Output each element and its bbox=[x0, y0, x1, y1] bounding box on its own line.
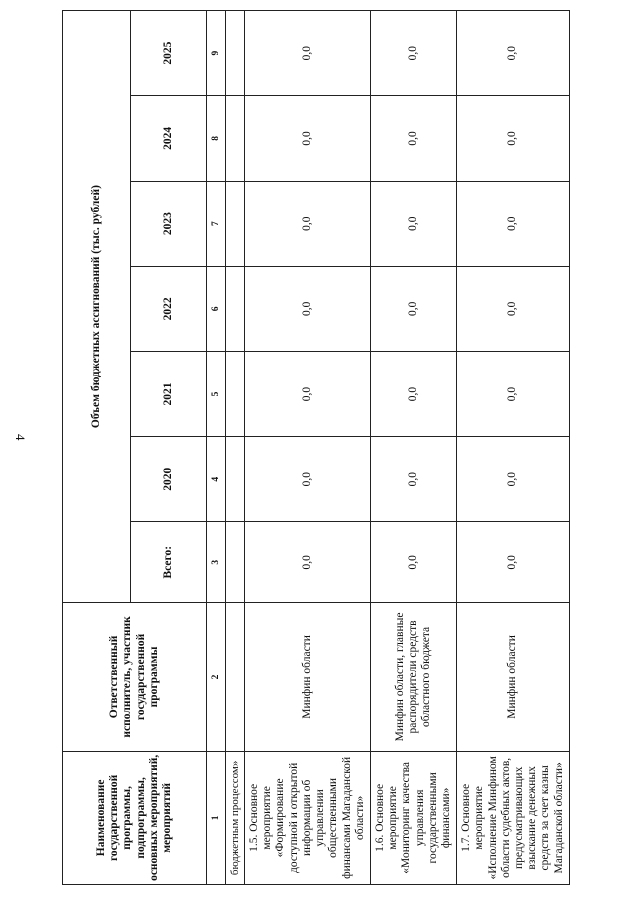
column-number: 4 bbox=[207, 437, 226, 522]
row-executor: Минфин области, главные распорядители средств областного бюджета bbox=[371, 603, 457, 752]
column-number: 5 bbox=[207, 351, 226, 436]
column-number: 6 bbox=[207, 266, 226, 351]
value-cell: 0,0 bbox=[457, 522, 570, 603]
value-cell: 0,0 bbox=[457, 11, 570, 96]
header-year: 2022 bbox=[131, 266, 207, 351]
value-cell: 0,0 bbox=[245, 351, 371, 436]
value-cell: 0,0 bbox=[245, 11, 371, 96]
row-executor: Минфин области bbox=[457, 603, 570, 752]
value-cell: 0,0 bbox=[457, 181, 570, 266]
column-number: 1 bbox=[207, 751, 226, 884]
column-number-row bbox=[207, 11, 226, 885]
value-cell: 0,0 bbox=[371, 351, 457, 436]
row-name: 1.5. Основное мероприятие «Формирование доступной и открытой информации об управлении общественными финансами Магаданской области» bbox=[245, 751, 371, 884]
value-cell: 0,0 bbox=[371, 96, 457, 181]
header-name: Наименование государственной программы, подпрограммы, основных мероприятий, мероприятий bbox=[63, 751, 207, 884]
continuation-row bbox=[226, 11, 245, 885]
page-number: 4 bbox=[13, 434, 28, 441]
value-cell: 0,0 bbox=[457, 437, 570, 522]
column-number: 9 bbox=[207, 11, 226, 96]
value-cell: 0,0 bbox=[245, 437, 371, 522]
budget-table-container bbox=[62, 10, 565, 885]
column-number: 2 bbox=[207, 603, 226, 752]
column-number: 7 bbox=[207, 181, 226, 266]
row-name: 1.6. Основное мероприятие «Мониторинг качества управления государственными финансами» bbox=[371, 751, 457, 884]
value-cell: 0,0 bbox=[245, 266, 371, 351]
value-cell: 0,0 bbox=[457, 266, 570, 351]
value-cell: 0,0 bbox=[245, 181, 371, 266]
table-row bbox=[371, 11, 457, 885]
value-cell: 0,0 bbox=[371, 266, 457, 351]
row-name: 1.7. Основное мероприятие «Исполнение Минфином области судебных актов, предусматривающих взыскание денежных средств за счет казны Магаданской области» bbox=[457, 751, 570, 884]
header-total: Всего: bbox=[131, 522, 207, 603]
value-cell: 0,0 bbox=[371, 437, 457, 522]
column-number: 3 bbox=[207, 522, 226, 603]
value-cell: 0,0 bbox=[371, 522, 457, 603]
value-cell: 0,0 bbox=[371, 181, 457, 266]
header-executor: Ответственный исполнитель, участник государственной программы bbox=[63, 603, 207, 752]
row-executor: Минфин области bbox=[245, 603, 371, 752]
header-year: 2020 bbox=[131, 437, 207, 522]
header-year: 2021 bbox=[131, 351, 207, 436]
table-row bbox=[457, 11, 570, 885]
value-cell: 0,0 bbox=[457, 96, 570, 181]
value-cell: 0,0 bbox=[245, 96, 371, 181]
table-row bbox=[245, 11, 371, 885]
column-number: 8 bbox=[207, 96, 226, 181]
budget-table bbox=[62, 10, 570, 885]
header-year: 2024 bbox=[131, 96, 207, 181]
header-year: 2023 bbox=[131, 181, 207, 266]
value-cell: 0,0 bbox=[245, 522, 371, 603]
value-cell: 0,0 bbox=[371, 11, 457, 96]
header-budget-group: Объем бюджетных ассигнований (тыс. рублей) bbox=[63, 11, 131, 603]
value-cell: 0,0 bbox=[457, 351, 570, 436]
header-year: 2025 bbox=[131, 11, 207, 96]
continuation-text: бюджетным процессом» bbox=[226, 751, 245, 884]
